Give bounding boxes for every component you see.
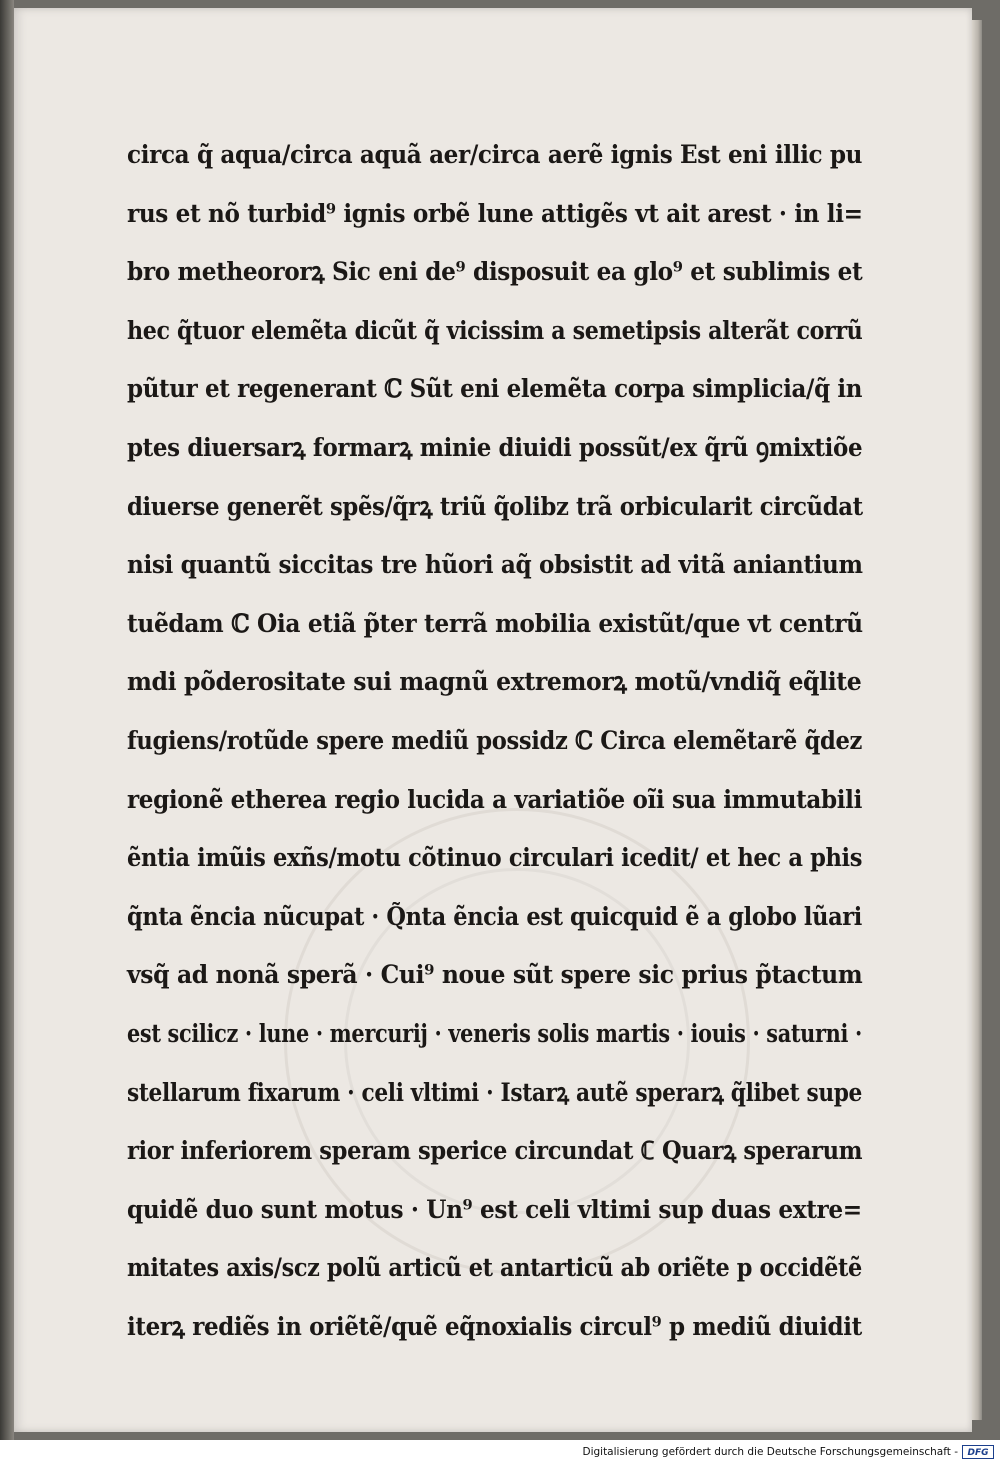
- text-line: circa q̃ aqua/circa aquã aer/circa aerẽ ignis Est eni illic pu: [127, 140, 863, 169]
- text-line: mitates axis/scz polũ articũ et antarticũ ab oriẽte p occidẽtẽ: [127, 1253, 862, 1283]
- text-line: hec q̃tuor elemẽta dicũt q̃ vicissim a semetipsis alterãt corrũ: [127, 315, 863, 345]
- text-line: rus et nõ turbid⁹ ignis orbẽ lune attigẽs vt ait arest · in li=: [127, 198, 863, 228]
- dfg-logo: DFG: [962, 1445, 994, 1459]
- text-line: fugiens/rotũde spere mediũ possidz ℂ Circa elemẽtarẽ q̃dez: [127, 725, 862, 755]
- binding-edge: [0, 0, 14, 1440]
- text-line: est scilicz · lune · mercurij · veneris solis martis · iouis · saturni ·: [127, 1018, 862, 1048]
- text-line: quidẽ duo sunt motus · Un⁹ est celi vltimi sup duas extre=: [127, 1194, 862, 1224]
- footer-bar: [0, 1440, 1000, 1465]
- text-line: q̃nta ẽncia nũcupat · Q̃nta ẽncia est quicquid ẽ a globo lũari: [127, 901, 862, 931]
- text-line: diuerse generẽt spẽs/q̃rꝝ triũ q̃olibz trã orbicularit circũdat: [127, 491, 863, 521]
- text-line: regionẽ etherea regio lucida a variatiõe oĩi sua immutabili: [127, 784, 862, 814]
- text-line: bro metheororꝝ Sic eni de⁹ disposuit ea glo⁹ et sublimis et: [127, 257, 863, 287]
- text-line: tuẽdam ℂ Oia etiã p̃ter terrã mobilia existũt/que vt centrũ: [127, 608, 863, 638]
- text-line: mdi põderositate sui magnũ extremorꝝ motũ/vndiq̃ eq̃lite: [127, 667, 862, 697]
- book-page: [14, 8, 972, 1432]
- page-fore-edge: [972, 20, 982, 1420]
- text-line: stellarum fixarum · celi vltimi · Istarꝝ autẽ sperarꝝ q̃libet supe: [127, 1077, 862, 1107]
- text-block: [127, 126, 867, 1356]
- text-line: ptes diuersarꝝ formarꝝ minie diuidi possũt/ex q̃rũ ꝯmixtiõe: [127, 432, 863, 462]
- text-line: iterꝝ rediẽs in oriẽtẽ/quẽ eq̃noxialis circul⁹ p mediũ diuidit: [127, 1311, 862, 1341]
- text-line: vsq̃ ad nonã sperã · Cui⁹ noue sũt spere sic prius p̃tactum: [127, 960, 863, 990]
- text-line: ẽntia imũis exñs/motu cõtinuo circulari icedit/ et hec a phis: [127, 843, 863, 873]
- text-line: rior inferiorem speram sperice circundat ℂ Quarꝝ sperarum: [127, 1136, 863, 1166]
- text-line: nisi quantũ siccitas tre hũori aq̃ obsistit ad vitã aniantium: [127, 550, 863, 580]
- text-line: pũtur et regenerant ℂ Sũt eni elemẽta corpa simplicia/q̃ in: [127, 374, 863, 404]
- funding-credit: Digitalisierung gefördert durch die Deutsche Forschungsgemeinschaft -: [582, 1446, 958, 1458]
